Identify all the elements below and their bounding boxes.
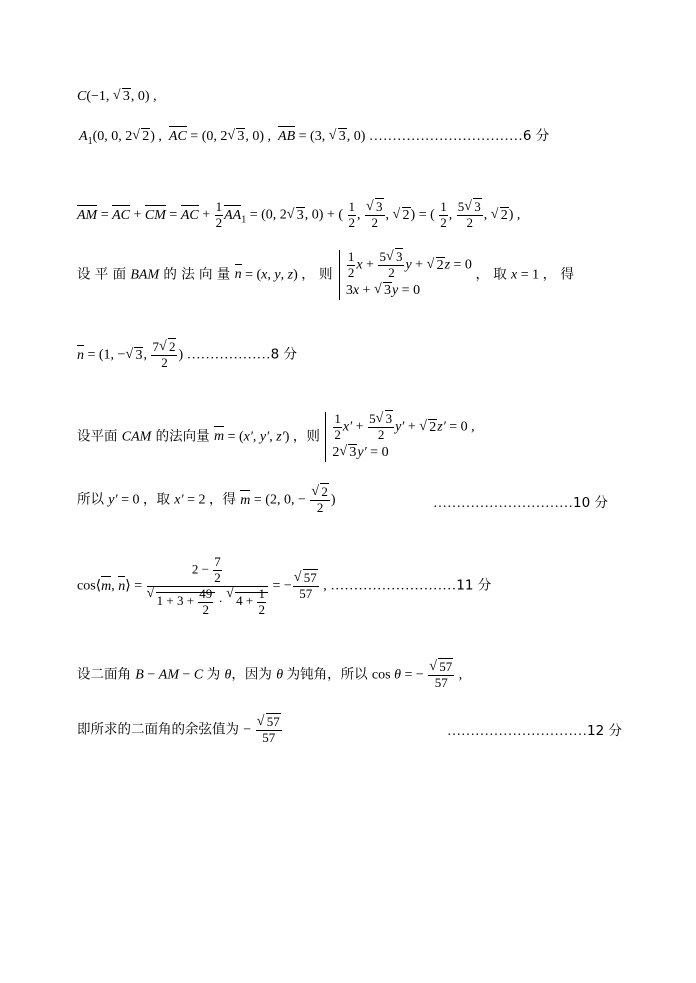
- normal-vector-m-result: 所以 y′ = 0 ，取 x′ = 2 ，得 m = (2, 0, − √ $\frac{2}{2}$ ): [77, 485, 336, 516]
- point-c-coordinates: C(−1, √ 3, 0) ,: [77, 90, 157, 104]
- normal-vector-n-result: n = (1, −√ 3, $\frac{7√ 2}{2}$ ) ………………8 分: [77, 340, 297, 371]
- normal-vector-cam-system: 设平面 CAM 的法向量 m = (x′, y′, z′) ，则 $\frac{1}{2}$ x′ + $\frac{5√ 3}{2}$ y′ + √ 2z′ = 0 , 2√ 3y′ = 0: [77, 412, 475, 462]
- equation-system-cam: $\frac{1}{2}$ x′ + $\frac{5√ 3}{2}$ y′ + √ 2z′ = 0 , 2√ 3y′ = 0: [325, 412, 474, 462]
- equation-system-bam: $\frac{1}{2}$ x + $\frac{5√ 3}{2}$ y + √ 2z = 0 3x + √ 3y = 0: [339, 250, 472, 300]
- dihedral-angle-statement: 设二面角 B − AM − C 为 θ，因为 θ 为钝角，所以 cos θ = − √ $\frac{57}{57}$ ,: [77, 660, 462, 691]
- vectors-a1-ac-ab: $A_1(0$, 0, 2√ 2) , AC = (0, 2√ 3, 0) , AB = (3, √ 3, 0) ……………………………6 分: [79, 130, 549, 147]
- vector-am-expression: AM = AC + CM = AC + $\frac{1}{2}$ $AA_1 = (0$, 2√ 3, 0) + ( $\frac{1}{2}$ , √ $\frac{3}{2}$ , √ 2) = ( $\frac{1}{2}$ , $\frac{5√ 3}{2}$ , √ 2) ,: [77, 200, 520, 231]
- cosine-computation: cos⟨m, n⟩ = 2 − $\frac{7}{2}$ √ 1 + 3 + $\frac{49}{2}$ · √ 4 + $\frac{1}{2}$ = − √ $\frac{57}{57}$ , ………………………11 分: [77, 555, 491, 618]
- final-answer: 即所求的二面角的余弦值为 − √ $\frac{57}{57}$: [77, 715, 283, 746]
- normal-vector-bam-system: 设 平 面 BAM 的 法 向 量 n = (x, y, z) ， 则 $\frac{1}{2}$ x + $\frac{5√ 3}{2}$ y + √ 2z = 0 3x + √ 3y = 0 ， 取 x = 1 ， 得: [77, 250, 574, 300]
- score-10: …………………………10 分: [433, 495, 608, 511]
- score-12: …………………………12 分: [447, 723, 622, 739]
